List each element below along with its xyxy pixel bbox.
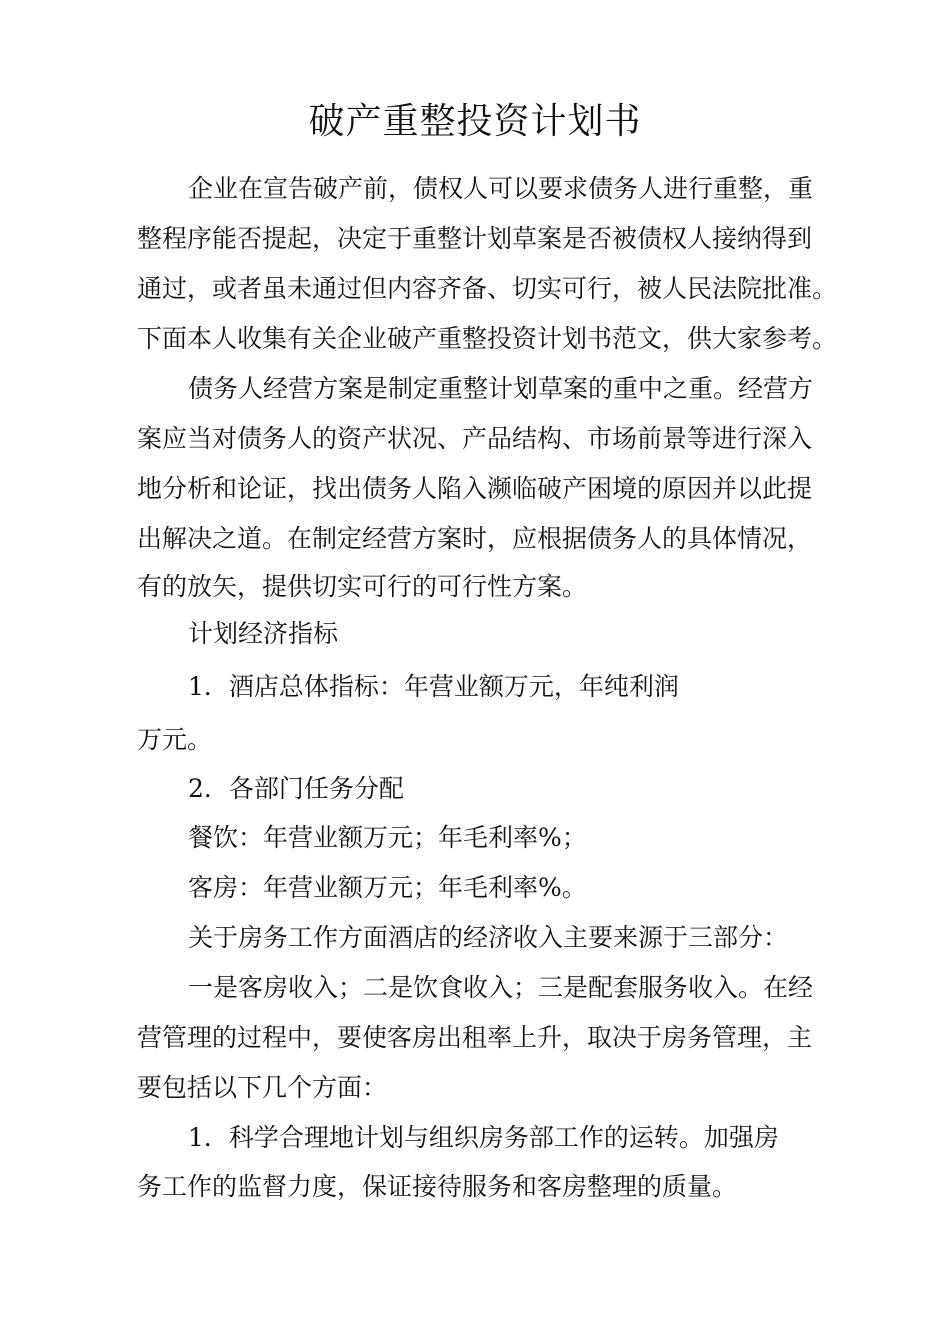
paragraph-line: 一是客房收入；二是饮食收入；三是配套服务收入。在经 bbox=[188, 973, 814, 1002]
paragraph-line: 整程序能否提起，决定于重整计划草案是否被债权人接纳得到 bbox=[137, 224, 813, 253]
paragraph-line: 案应当对债务人的资产状况、产品结构、市场前景等进行深入 bbox=[137, 424, 813, 453]
paragraph-line: 客房：年营业额万元；年毛利率%。 bbox=[188, 873, 587, 902]
section-heading: 计划经济指标 bbox=[188, 619, 339, 648]
paragraph-line: 通过，或者虽未通过但内容齐备、切实可行，被人民法院批准。 bbox=[137, 274, 838, 303]
paragraph-line: 有的放矢，提供切实可行的可行性方案。 bbox=[137, 572, 588, 601]
paragraph-line: 2．各部门任务分配 bbox=[188, 774, 404, 803]
paragraph-line: 出解决之道。在制定经营方案时，应根据债务人的具体情况， bbox=[137, 524, 813, 553]
paragraph-line: 万元。 bbox=[137, 725, 213, 754]
paragraph-line: 关于房务工作方面酒店的经济收入主要来源于三部分： bbox=[188, 923, 789, 952]
paragraph-line: 务工作的监督力度，保证接待服务和客房整理的质量。 bbox=[137, 1172, 738, 1201]
paragraph-line: 营管理的过程中，要使客房出租率上升，取决于房务管理，主 bbox=[137, 1023, 813, 1052]
paragraph-line: 债务人经营方案是制定重整计划草案的重中之重。经营方 bbox=[188, 374, 814, 403]
paragraph-line: 1．酒店总体指标：年营业额万元，年纯利润 bbox=[188, 672, 679, 701]
paragraph-line: 1．科学合理地计划与组织房务部工作的运转。加强房 bbox=[188, 1123, 779, 1152]
paragraph-line: 要包括以下几个方面： bbox=[137, 1073, 388, 1102]
paragraph-line: 下面本人收集有关企业破产重整投资计划书范文，供大家参考。 bbox=[137, 324, 838, 353]
document-title: 破产重整投资计划书 bbox=[308, 101, 642, 142]
paragraph-line: 餐饮：年营业额万元；年毛利率%； bbox=[188, 823, 587, 852]
paragraph-line: 企业在宣告破产前，债权人可以要求债务人进行重整，重 bbox=[188, 174, 814, 203]
paragraph-line: 地分析和论证，找出债务人陷入濒临破产困境的原因并以此提 bbox=[137, 474, 813, 503]
